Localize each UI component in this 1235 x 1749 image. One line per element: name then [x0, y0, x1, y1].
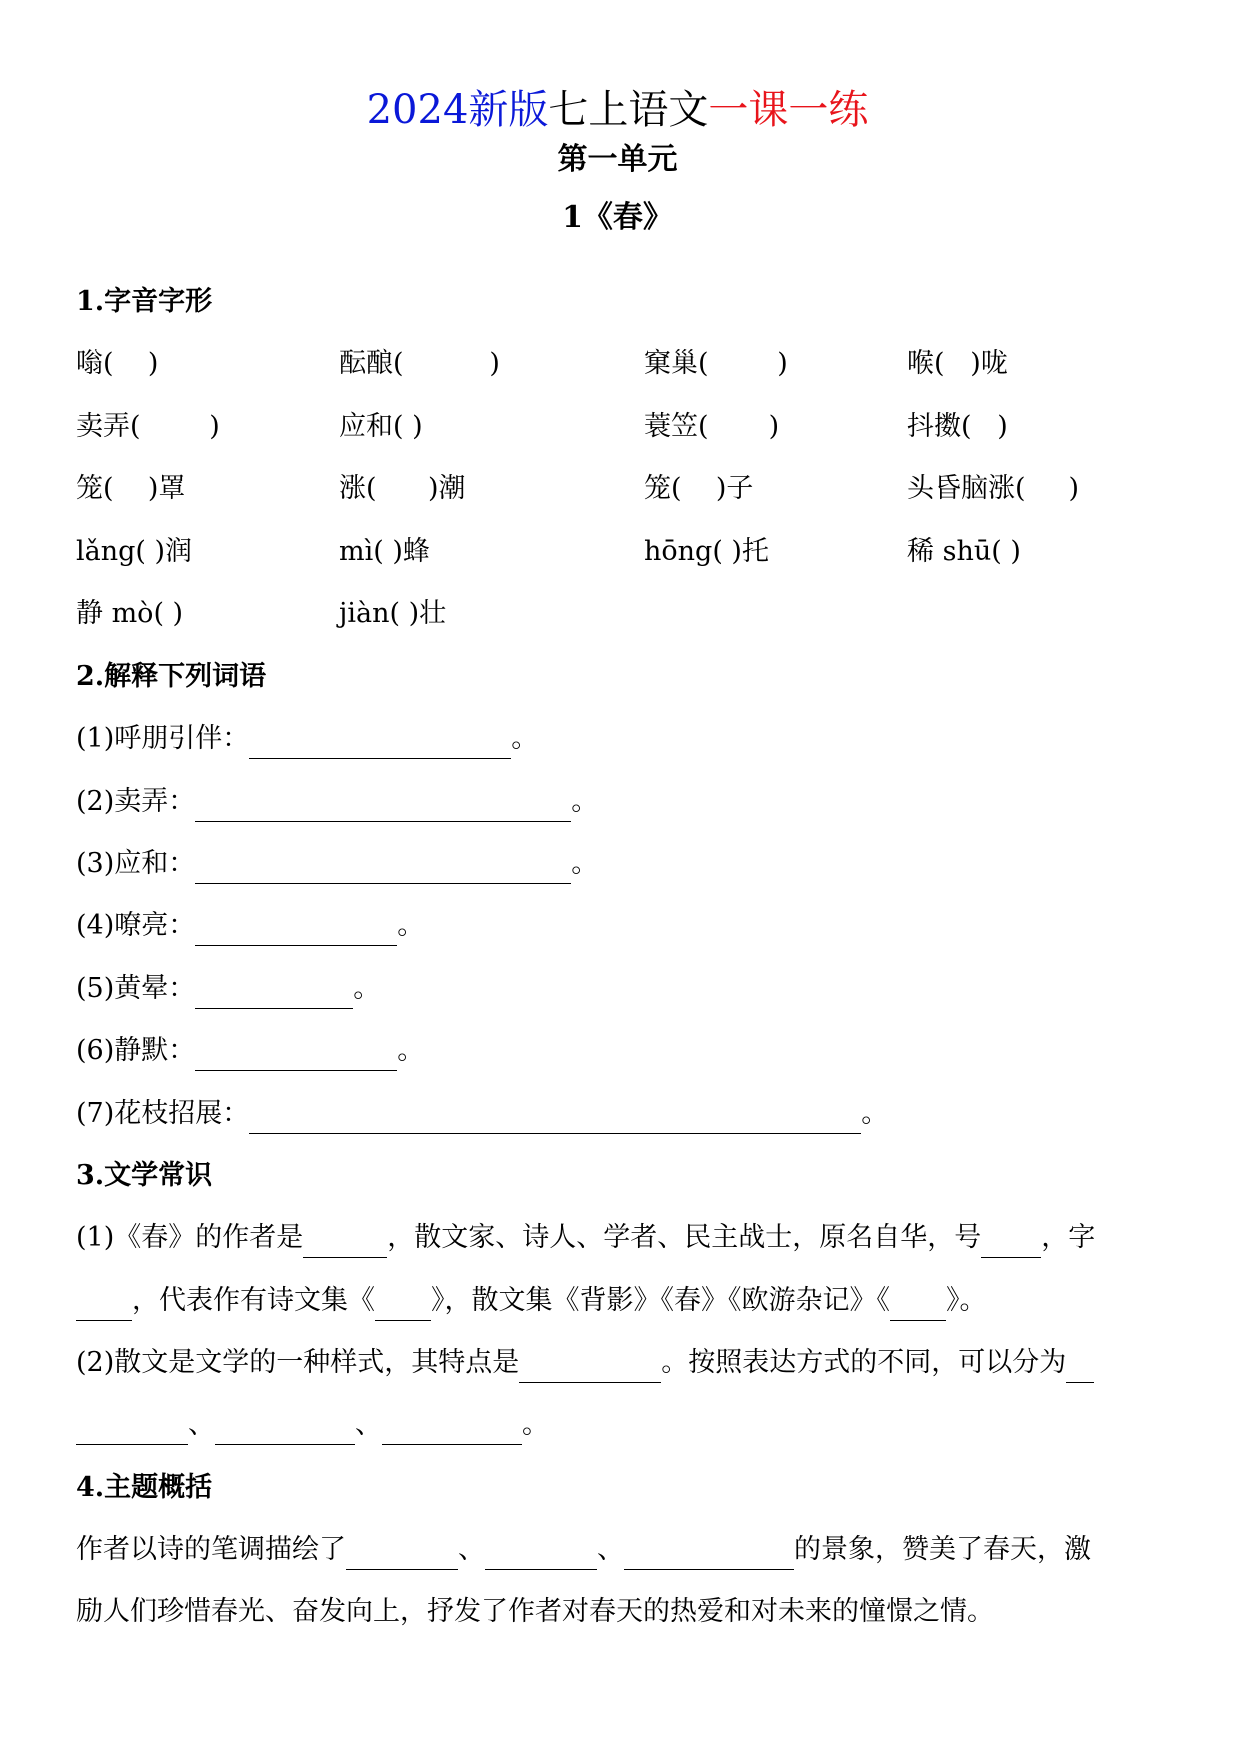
pronunciation-item: 稀 shū( ) [907, 536, 1021, 567]
answer-blank[interactable] [195, 915, 397, 946]
answer-blank[interactable] [215, 1414, 355, 1445]
vocab-item [76, 969, 380, 1009]
worksheet-title [0, 82, 1235, 138]
answer-blank[interactable] [375, 1290, 431, 1321]
answer-blank[interactable] [195, 1040, 397, 1071]
answer-blank[interactable] [890, 1290, 946, 1321]
answer-blank[interactable] [1066, 1352, 1094, 1383]
section-literature-heading: 3.文学常识 [76, 1160, 213, 1191]
vocab-label: (6)静默： [76, 1035, 196, 1066]
unit-heading: 第一单元 [557, 142, 678, 177]
vocab-label: (5)黄晕： [76, 973, 196, 1004]
answer-blank[interactable] [624, 1539, 794, 1570]
text-fragment: 》。 [946, 1285, 987, 1316]
literature-paragraph-2-line-2 [76, 1405, 549, 1445]
theme-line-2: 励人们珍惜春光、奋发向上，抒发了作者对春天的热爱和对未来的憧憬之情。 [76, 1596, 994, 1627]
vocab-end: 。 [571, 786, 599, 817]
pronunciation-row [0, 407, 1235, 447]
answer-blank[interactable] [195, 978, 353, 1009]
text-fragment: (1)《春》的作者是 [76, 1222, 304, 1253]
pronunciation-item: mì( )蜂 [339, 536, 430, 567]
text-fragment: 》，散文集《背影》《春》《欧游杂记》《 [431, 1285, 890, 1316]
title-series-part: 一课一练 [708, 87, 869, 133]
text-fragment: ，字 [1041, 1222, 1096, 1253]
pronunciation-item: 笼( )子 [644, 473, 754, 504]
answer-blank[interactable] [485, 1539, 597, 1570]
pronunciation-item: jiàn( )壮 [339, 598, 447, 629]
pronunciation-item: 卖弄( ) [76, 411, 220, 442]
pronunciation-row [0, 594, 1235, 634]
section-vocabulary-heading: 2.解释下列词语 [76, 661, 267, 692]
vocab-label: (7)花枝招展： [76, 1098, 250, 1129]
title-year-part: 2024新版 [366, 87, 549, 133]
vocab-end: 。 [353, 973, 381, 1004]
pronunciation-row [0, 532, 1235, 572]
literature-paragraph-1-line-1 [76, 1218, 1095, 1258]
pronunciation-item: 涨( )潮 [339, 473, 466, 504]
vocab-item [76, 1094, 888, 1134]
answer-blank[interactable] [195, 791, 571, 822]
pronunciation-item: 静 mò( ) [76, 598, 184, 629]
vocab-end: 。 [397, 1035, 425, 1066]
text-fragment: 。按照表达方式的不同，可以分为 [661, 1347, 1067, 1378]
vocab-label: (4)嘹亮： [76, 910, 196, 941]
vocab-end: 。 [511, 723, 539, 754]
vocab-label: (3)应和： [76, 848, 196, 879]
text-fragment: (2)散文是文学的一种样式，其特点是 [76, 1347, 520, 1378]
section-pronunciation-heading: 1.字音字形 [76, 286, 213, 317]
pronunciation-item: 嗡( ) [76, 348, 159, 379]
lesson-heading: 1《春》 [562, 200, 673, 235]
pronunciation-item: 喉( )咙 [907, 348, 1008, 379]
literature-paragraph-1-line-2 [76, 1281, 987, 1321]
pronunciation-item: 窠巢( ) [644, 348, 788, 379]
vocab-label: (2)卖弄： [76, 786, 196, 817]
vocab-end: 。 [397, 910, 425, 941]
answer-blank[interactable] [519, 1352, 661, 1383]
pronunciation-item: 笼( )罩 [76, 473, 186, 504]
text-fragment: ，散文家、诗人、学者、民主战士，原名自华，号 [387, 1222, 982, 1253]
text-fragment: 、 [188, 1409, 215, 1440]
answer-blank[interactable] [76, 1290, 132, 1321]
text-fragment: 的景象，赞美了春天，激 [794, 1534, 1091, 1565]
answer-blank[interactable] [981, 1227, 1041, 1258]
vocab-item [76, 906, 424, 946]
answer-blank[interactable] [76, 1414, 188, 1445]
answer-blank[interactable] [346, 1539, 458, 1570]
vocab-label: (1)呼朋引伴： [76, 723, 250, 754]
pronunciation-item: 抖擞( ) [907, 411, 1008, 442]
vocab-item [76, 782, 598, 822]
text-fragment: 、 [597, 1534, 624, 1565]
pronunciation-row [0, 469, 1235, 509]
title-subject-part: 七上语文 [548, 87, 709, 133]
pronunciation-item: 头昏脑涨( ) [907, 473, 1079, 504]
answer-blank[interactable] [249, 1103, 861, 1134]
vocab-item [76, 844, 598, 884]
text-fragment: ，代表作有诗文集《 [132, 1285, 375, 1316]
vocab-item [76, 719, 538, 759]
answer-blank[interactable] [249, 728, 511, 759]
pronunciation-item: 蓑笠( ) [644, 411, 780, 442]
section-theme-heading: 4.主题概括 [76, 1472, 213, 1503]
literature-paragraph-2-line-1 [76, 1343, 1094, 1383]
theme-line-1 [76, 1530, 1091, 1570]
answer-blank[interactable] [382, 1414, 522, 1445]
pronunciation-row [0, 344, 1235, 384]
answer-blank[interactable] [303, 1227, 387, 1258]
pronunciation-item: hōng( )托 [644, 536, 769, 567]
answer-blank[interactable] [195, 853, 571, 884]
pronunciation-item: lǎng( )润 [76, 536, 193, 567]
text-fragment: 作者以诗的笔调描绘了 [76, 1534, 346, 1565]
pronunciation-item: 酝酿( ) [339, 348, 500, 379]
text-fragment: 、 [355, 1409, 382, 1440]
vocab-end: 。 [861, 1098, 889, 1129]
vocab-end: 。 [571, 848, 599, 879]
vocab-item [76, 1031, 424, 1071]
text-fragment: 。 [522, 1409, 549, 1440]
text-fragment: 、 [458, 1534, 485, 1565]
pronunciation-item: 应和( ) [339, 411, 423, 442]
